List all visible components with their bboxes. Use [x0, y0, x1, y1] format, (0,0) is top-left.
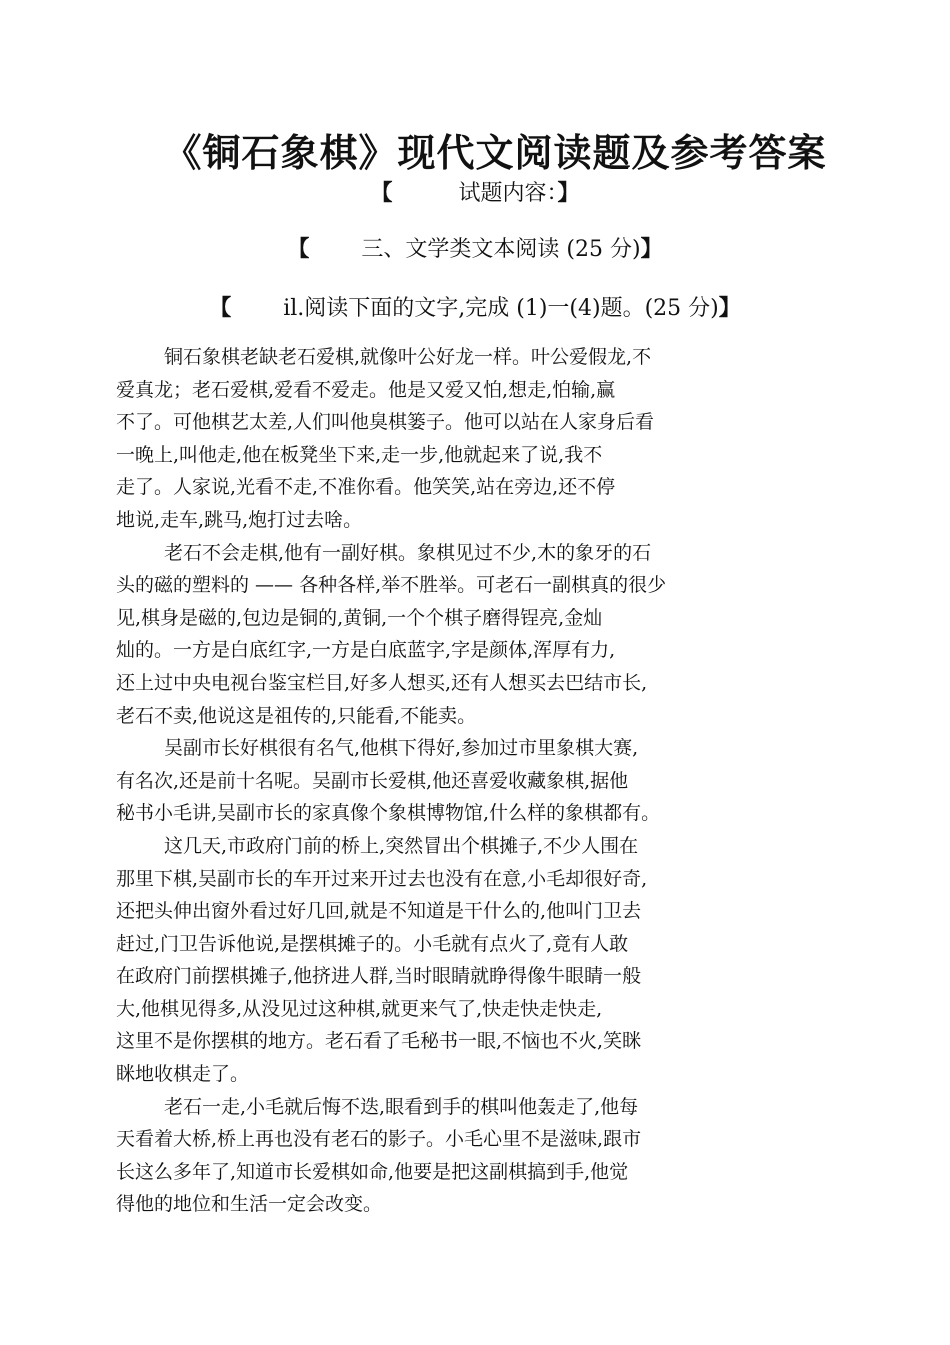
passage-line: 秘书小毛讲,吴副市长的家真像个象棋博物馆,什么样的象棋都有。: [116, 802, 661, 825]
passage-line: 在政府门前摆棋摊子,他挤进人群,当时眼睛就睁得像牛眼睛一般: [116, 965, 642, 988]
subheading-instructions: [0, 291, 950, 322]
passage-line: 一晚上,叫他走,他在板凳坐下来,走一步,他就起来了说,我不: [116, 443, 603, 466]
passage-line: 天看着大桥,桥上再也没有老石的影子。小毛心里不是滋味,跟市: [116, 1128, 642, 1151]
passage-line: 走了。人家说,光看不走,不准你看。他笑笑,站在旁边,还不停: [116, 476, 616, 499]
subheading-text: 试题内容：: [458, 181, 558, 206]
passage-line: 地说,走车,跳马,炮打过去啥。: [116, 508, 363, 531]
passage-line: 长这么多年了,知道市长爱棋如命,他要是把这副棋搞到手,他觉: [116, 1160, 629, 1183]
page-title: [0, 122, 950, 177]
bracket-close: 】: [557, 181, 580, 206]
passage-line: 还上过中央电视台鉴宝栏目,好多人想买,还有人想买去巴结市长,: [116, 671, 648, 694]
bracket-open: 【: [287, 237, 310, 262]
subheading-section-three: [0, 232, 950, 263]
subheading-text: 三、文学类文本阅读 (25 分): [361, 237, 641, 262]
passage-line: 这几天,市政府门前的桥上,突然冒出个棋摊子,不少人围在: [164, 834, 639, 857]
subheading-text: il.阅读下面的文字,完成 (1)一(4)题。(25 分): [283, 296, 719, 321]
bracket-close: 】: [640, 237, 663, 262]
passage-line: 眯地收棋走了。: [116, 1063, 250, 1086]
passage-line: 还把头伸出窗外看过好几回,就是不知道是干什么的,他叫门卫去: [116, 900, 642, 923]
title-text: 《铜石象棋》现代文阅读题及参考答案: [163, 131, 827, 175]
passage-line: 有名次,还是前十名呢。吴副市长爱棋,他还喜爱收藏象棋,据他: [116, 769, 629, 792]
bracket-close: 】: [718, 296, 741, 321]
passage-line: 老石不卖,他说这是祖传的,只能看,不能卖。: [116, 704, 477, 727]
passage-line: 大,他棋见得多,从没见过这种棋,就更来气了,快走快走快走,: [116, 997, 603, 1020]
bracket-open: 【: [209, 296, 232, 321]
passage-line: 见,棋身是磁的,包边是铜的,黄铜,一个个棋子磨得锃亮,金灿: [116, 606, 603, 629]
passage-line: 那里下棋,吴副市长的车开过来开过去也没有在意,小毛却很好奇,: [116, 867, 648, 890]
passage-line: 得他的地位和生活一定会改变。: [116, 1193, 383, 1216]
passage-body: [116, 341, 776, 1221]
passage-line: 吴副市长好棋很有名气,他棋下得好,参加过市里象棋大赛,: [164, 737, 639, 760]
passage-line: 头的磁的塑料的 —— 各种各样,举不胜举。可老石一副棋真的很少: [116, 574, 667, 597]
passage-line: 赶过,门卫告诉他说,是摆棋摊子的。小毛就有点火了,竟有人敢: [116, 932, 629, 955]
bracket-open: 【: [370, 181, 393, 206]
passage-line: 老石一走,小毛就后悔不迭,眼看到手的棋叫他轰走了,他每: [164, 1095, 639, 1118]
passage-line: 这里不是你摆棋的地方。老石看了毛秘书一眼,不恼也不火,笑眯: [116, 1030, 642, 1053]
passage-line: 老石不会走棋,他有一副好棋。象棋见过不少,木的象牙的石: [164, 541, 652, 564]
passage-line: 爱真龙；老石爱棋,爱看不爱走。他是又爱又怕,想走,怕输,赢: [116, 378, 616, 401]
subheading-question-content: [0, 176, 950, 207]
passage-line: 铜石象棋老缺老石爱棋,就像叶公好龙一样。叶公爱假龙,不: [164, 346, 652, 368]
passage-line: 灿的。一方是白底红字,一方是白底蓝字,字是颜体,浑厚有力,: [116, 639, 616, 662]
passage-line: 不了。可他棋艺太差,人们叫他臭棋篓子。他可以站在人家身后看: [116, 411, 655, 434]
